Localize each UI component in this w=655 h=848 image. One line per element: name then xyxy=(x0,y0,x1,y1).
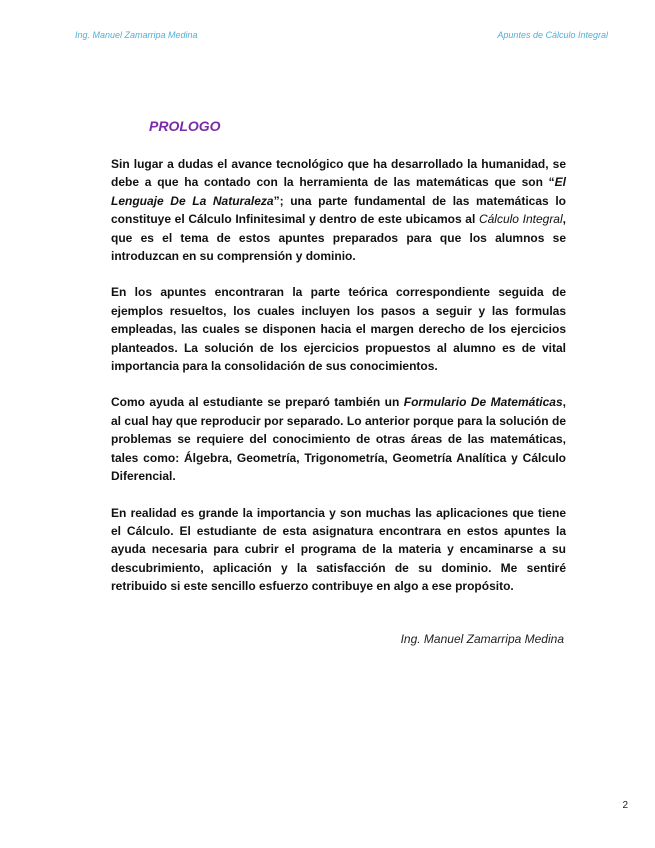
paragraph-1-text-e: , que es el tema de estos apuntes preparados para que los alumnos se introduzcan en su comprensión y dominio. xyxy=(111,212,566,264)
paragraph-1-emphasis-calculo: Cálculo Integral xyxy=(478,212,563,227)
paragraph-1-text-c: ”; una parte fundamental de las matemáticas lo constituye el Cálculo Infinitesimal y dentro de este ubicamos al xyxy=(111,193,566,227)
paragraph-4: En realidad es grande la importancia y son muchas las aplicaciones que tiene el Cálculo. El estudiante de esta asignatura encontrara en estos apuntes la ayuda necesaria para cubrir el programa de la materia y encaminarse a su descubrimiento, aplicación y la satisfacción de su dominio. Me sentiré retribuido si este sencillo esfuerzo contribuye en algo a ese propósito. xyxy=(111,505,566,594)
header-author: Ing. Manuel Zamarripa Medina xyxy=(75,30,198,40)
paragraph-3-text-a: Como ayuda al estudiante se preparó también un xyxy=(111,395,404,410)
paragraph-1-text-a: Sin lugar a dudas el avance tecnológico que ha desarrollado la humanidad, se debe a que ha contado con la herramienta de las matemáticas que son “ xyxy=(111,157,566,190)
signature: Ing. Manuel Zamarripa Medina xyxy=(400,632,564,646)
page-number: 2 xyxy=(622,800,628,811)
paragraph-3-text-c: , al cual hay que reproducir por separado. Lo anterior porque para la solución de problemas se requiere del conocimiento de otras áreas de las matemáticas, tales como: Álgebra, Geometría, Trigonometría, Geometría Analítica y Cálculo Diferencial. xyxy=(111,395,566,484)
paragraph-1 xyxy=(111,155,566,265)
paragraph-1-emphasis-lenguaje: El Lenguaje De La Naturaleza xyxy=(111,175,566,208)
header-document-title: Apuntes de Cálculo Integral xyxy=(497,30,608,40)
paragraph-3-emphasis-formulario: Formulario De Matemáticas xyxy=(403,395,563,410)
paragraph-3 xyxy=(111,393,566,485)
page-title: PROLOGO xyxy=(149,118,221,134)
prologue-body xyxy=(111,155,566,614)
paragraph-2: En los apuntes encontraran la parte teórica correspondiente seguida de ejemplos resueltos, los cuales incluyen los pasos a seguir y las formulas empleadas, las cuales se disponen hacia el margen derecho de los ejercicios planteados. La solución de los ejercicios propuestos al alumno es de vital importancia para la consolidación de sus conocimientos. xyxy=(111,285,566,374)
